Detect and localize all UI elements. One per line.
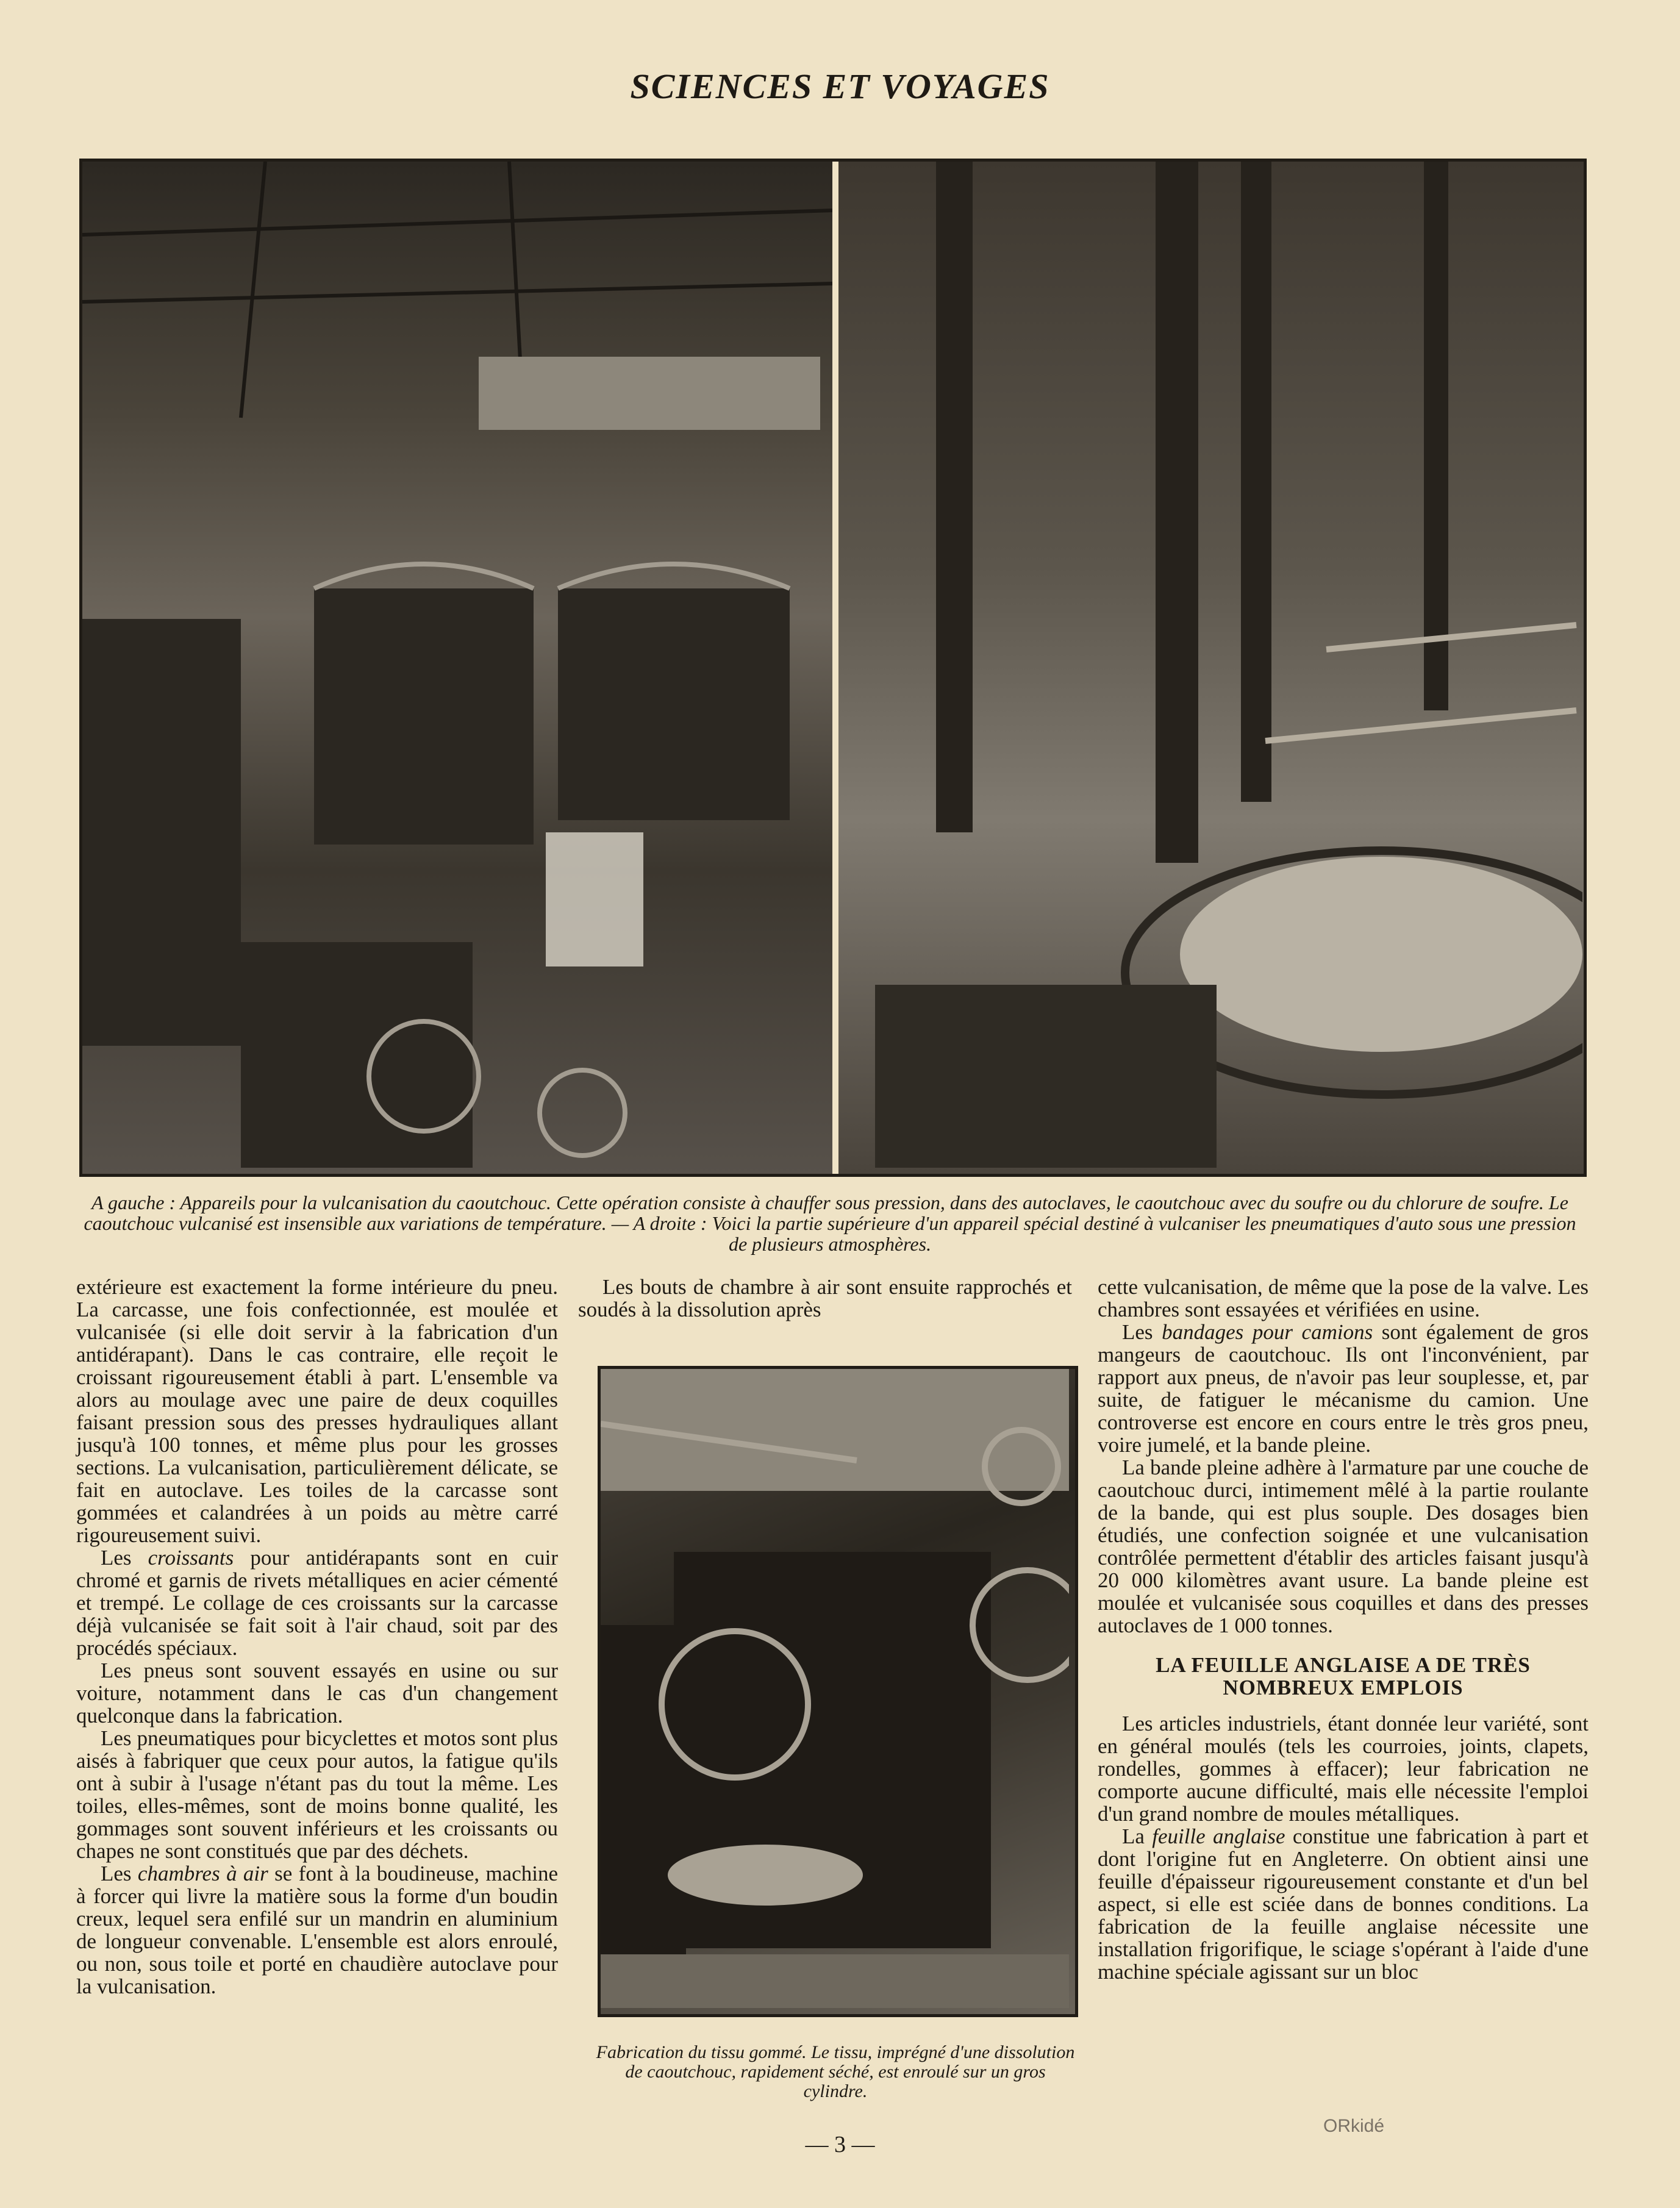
photo-machine: [601, 1369, 1075, 2014]
paragraph-intro: Les: [1122, 1320, 1153, 1344]
paragraph: [76, 1546, 558, 1659]
middle-figure-caption: Fabrication du tissu gommé. Le tissu, imprégné d'une dissolution de caoutchouc, rapidement séché, est enroulé sur un gros cylindre.: [596, 2042, 1075, 2101]
paragraph-intro: Les: [101, 1546, 132, 1570]
emphasis: bandages pour camions: [1162, 1320, 1373, 1344]
paragraph: [1098, 1321, 1589, 1456]
paragraph-body: se font à la boudineuse, machine à forcer qui livre la matière sous la forme d'un boudin creux, lequel sera enfilé sur un mandrin en aluminium de longueur convenable. L'ensemble est alors enroulé, ou non, sous toile et porté en chaudière autoclave pour la vulcanisation.: [76, 1862, 559, 1998]
paragraph-intro: La: [1122, 1824, 1145, 1848]
paragraph: La bande pleine adhère à l'armature par une couche de caoutchouc durci, intimement mêlé à la partie roulante de la bande, qui est plus souple. Des dosages bien étudiés, une confection soignée et une vulcanisation contrôlée permettent d'établir des articles faisant jusqu'à 20 000 kilomètres avant usure. La bande pleine est moulée et vulcanisée sous coquilles et dans des presses autoclaves de 1 000 tonnes.: [1098, 1456, 1589, 1637]
photo-autoclave-top: [838, 162, 1584, 1174]
paragraph: Les pneumatiques pour bicyclettes et motos sont plus aisés à fabriquer que ceux pour autos, la fatigue qu'ils ont à subir à l'usage n'étant pas du tout la même. Les toiles, elles-mêmes, sont de moins bonne qualité, les gommages sont souvent inférieurs et les croissants ou chapes ne sont constitués que par des déchets.: [76, 1726, 558, 1863]
paragraph: [1098, 1825, 1589, 1983]
paragraph: Les pneus sont souvent essayés en usine ou sur voiture, notamment dans le cas d'un changement quelconque dans la fabrication.: [76, 1659, 558, 1727]
paragraph-body: pour antidérapants sont en cuir chromé et garnis de rivets métalliques en acier cémenté et trempé. Le collage de ces croissants sur la carcasse déjà vulcanisée se fait soit à l'air chaud, soit par des procédés spéciaux.: [76, 1546, 559, 1660]
top-photographs: [79, 159, 1587, 1177]
paragraph-body: constitue une fabrication à part et dont l'origine fut en Angleterre. On obtient ainsi une feuille d'épaisseur rigoureusement constante et d'un bel aspect, si elle est sciée dans de bonnes conditions. La fabrication de la feuille anglaise nécessite une installation frigorifique, le sciage s'opérant à l'aide d'une machine spéciale agissant sur un bloc: [1098, 1824, 1589, 1984]
text-column-2: [578, 1276, 1072, 1321]
paragraph-body: sont également de gros mangeurs de caoutchouc. Ils ont l'inconvénient, par rapport aux pneus, de n'avoir pas leur souplesse, et, par suite, de fatiguer le mécanisme du camion. Une controverse est encore en cours entre le très gros pneu, voire jumelé, et la bande pleine.: [1098, 1320, 1589, 1457]
paragraph-intro: Les: [101, 1862, 132, 1885]
text-column-1: [76, 1276, 558, 1998]
text-column-3: [1098, 1276, 1589, 1983]
section-heading: LA FEUILLE ANGLAISE A DE TRÈS NOMBREUX EMPLOIS: [1156, 1653, 1531, 1699]
emphasis: feuille anglaise: [1152, 1824, 1285, 1848]
emphasis: croissants: [148, 1546, 234, 1570]
paragraph: cette vulcanisation, de même que la pose de la valve. Les chambres sont essayées et vérifiées en usine.: [1098, 1275, 1589, 1321]
emphasis: chambres à air: [137, 1862, 268, 1885]
page-number: — 3 —: [805, 2132, 875, 2157]
photo-vulcanization-apparatus: [82, 162, 832, 1174]
photo-divider: [832, 162, 838, 1174]
paragraph: [76, 1862, 558, 1998]
photo-rubberized-fabric: [598, 1366, 1078, 2017]
paragraph: Les articles industriels, étant donnée leur variété, sont en général moulés (tels les courroies, joints, clapets, rondelles, gommes à effacer); leur fabrication ne comporte aucune difficulté, mais elle nécessite l'emploi d'un grand nombre de moules métalliques.: [1098, 1712, 1589, 1826]
top-figure-caption: A gauche : Appareils pour la vulcanisation du caoutchouc. Cette opération consiste à chauffer sous pression, dans des autoclaves, le caoutchouc avec du soufre ou du chlorure de soufre. Le caoutchouc vulcanisé est insensible aux variations de température. — A droite : Voici la partie supérieure d'un appareil spécial destiné à vulcaniser les pneumatiques d'auto sous une pression de plusieurs atmosphères.: [84, 1192, 1576, 1255]
page-title: SCIENCES ET VOYAGES: [630, 66, 1050, 106]
paragraph: extérieure est exactement la forme intérieure du pneu. La carcasse, une fois confectionnée, est moulée et vulcanisée (si elle doit servir à la fabrication d'un antidérapant). Dans le cas contraire, elle reçoit le croissant rigoureusement établi à part. L'ensemble va alors au moulage avec une paire de deux coquilles faisant pression sous des presses hydrauliques allant jusqu'à 100 tonnes, et même plus pour les grosses sections. La vulcanisation, particulièrement délicate, se fait en autoclave. Les toiles de la carcasse sont gommées et calandrées à un poids au mètre carré rigoureusement suivi.: [76, 1275, 558, 1547]
watermark: ORkidé: [1323, 2116, 1385, 2136]
paragraph: Les bouts de chambre à air sont ensuite rapprochés et soudés à la dissolution après: [578, 1275, 1072, 1321]
